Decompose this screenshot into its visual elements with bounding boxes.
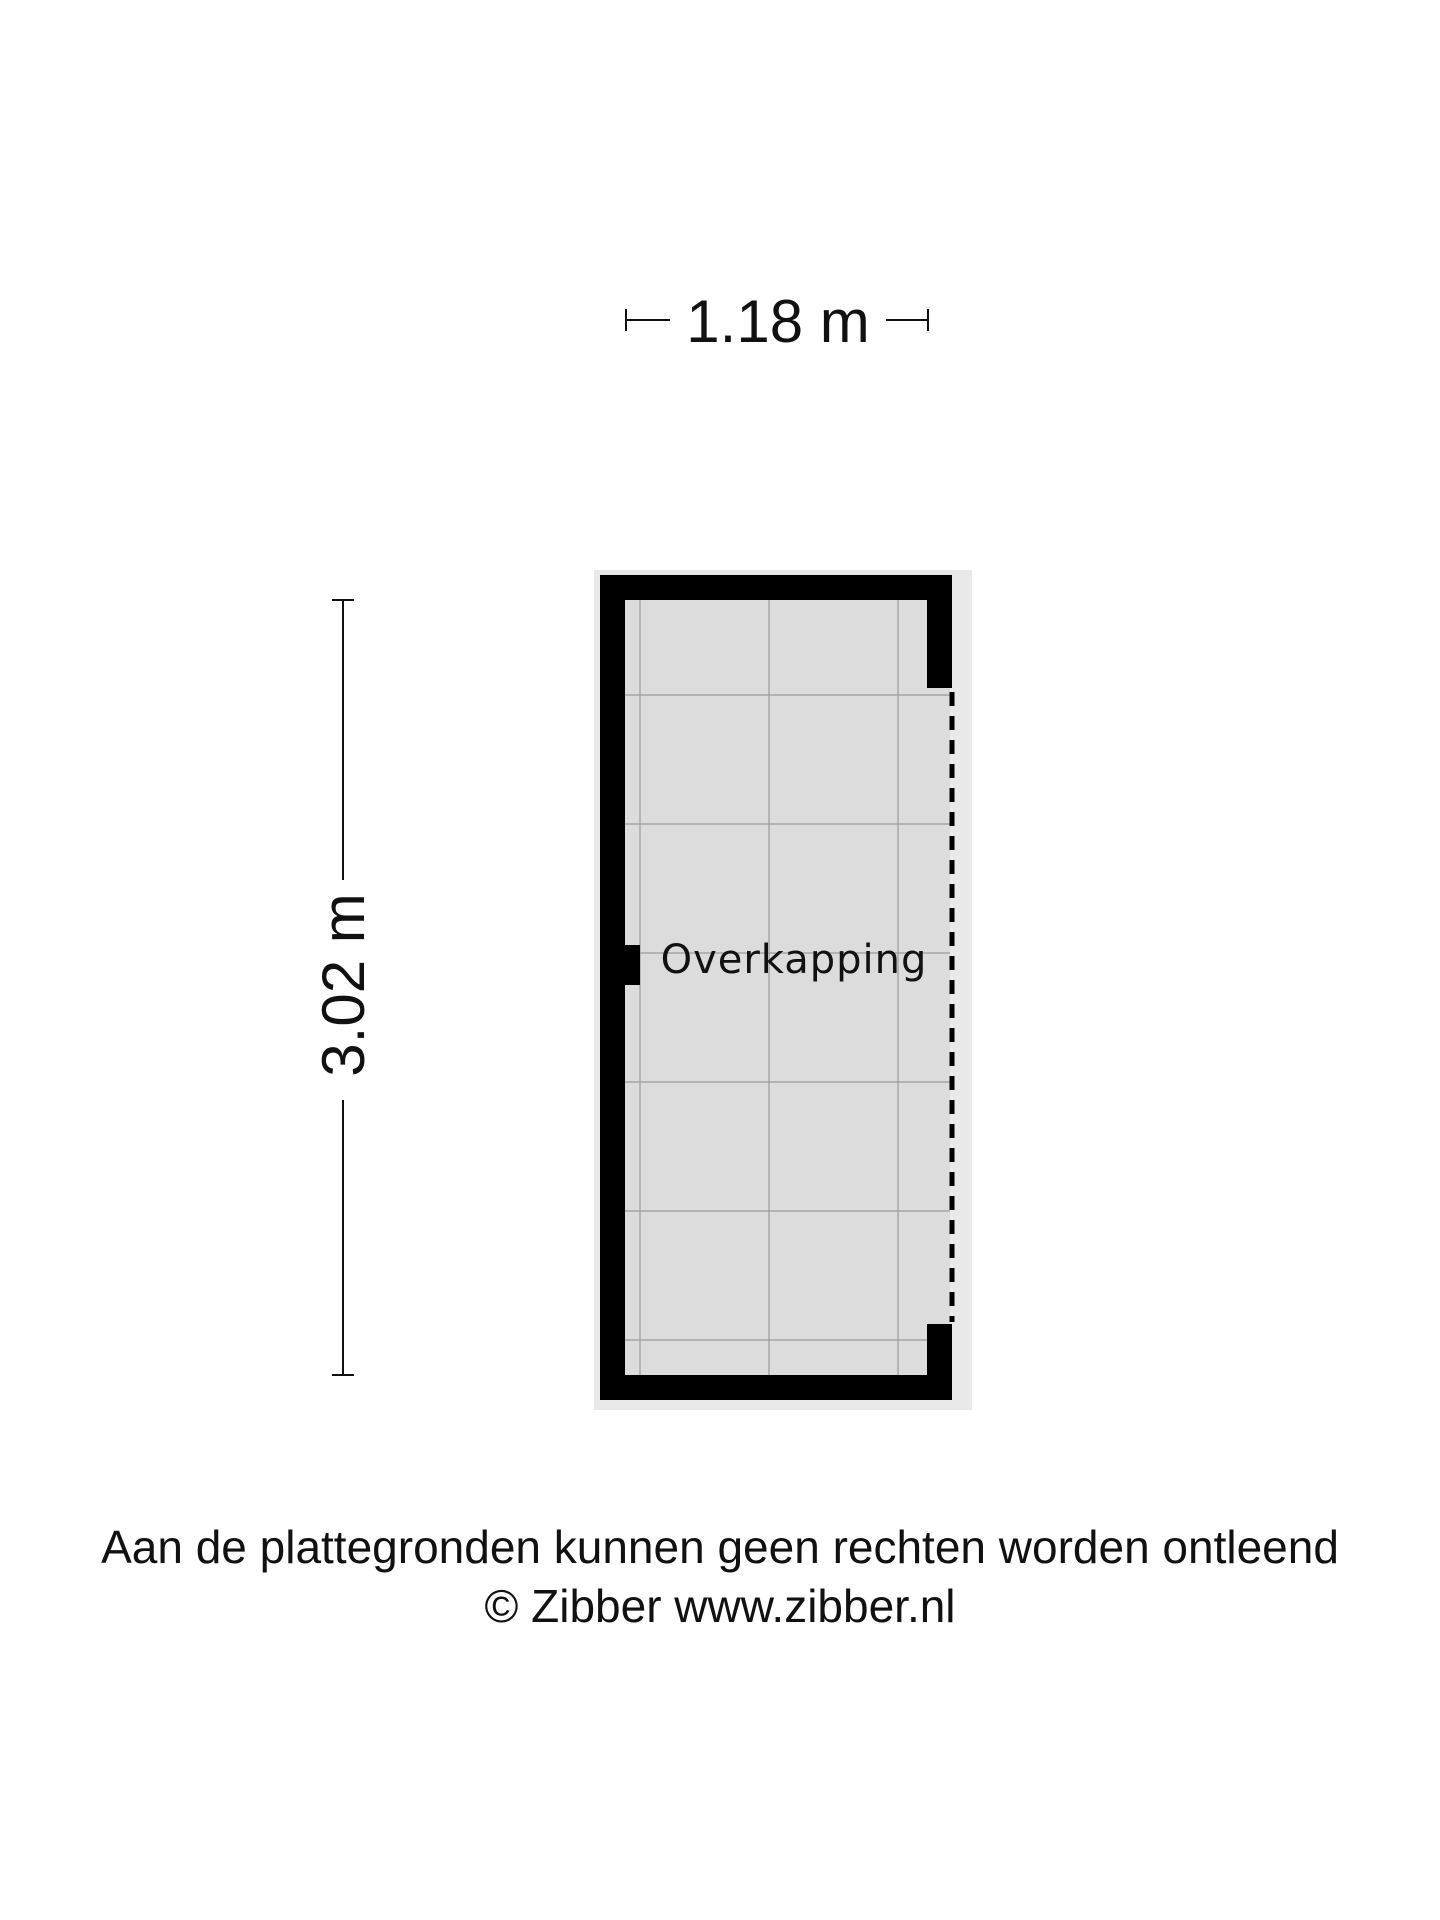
disclaimer-text: Aan de plattegronden kunnen geen rechten worden ontleend <box>101 1521 1339 1573</box>
room-label: Overkapping <box>660 937 928 983</box>
wall-column <box>625 945 640 985</box>
height-dimension-label: 3.02 m <box>310 893 377 1077</box>
width-dimension <box>626 288 928 355</box>
wall-right-lower <box>927 1324 952 1400</box>
room-overkapping <box>594 570 972 1410</box>
room-floor <box>625 600 950 1375</box>
copyright-text: © Zibber www.zibber.nl <box>484 1580 956 1632</box>
wall-bottom <box>600 1375 952 1400</box>
wall-right-upper <box>927 575 952 688</box>
width-dimension-label: 1.18 m <box>686 288 870 355</box>
height-dimension <box>310 600 377 1375</box>
wall-top <box>600 575 952 600</box>
wall-left <box>600 575 625 1400</box>
